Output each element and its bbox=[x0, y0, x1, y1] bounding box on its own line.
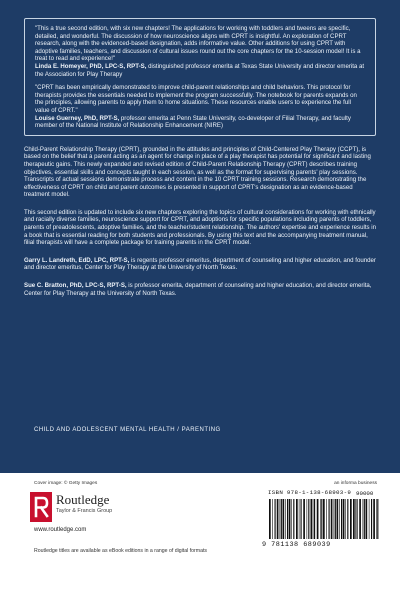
quote-author-detail: distinguished professor emerita at Texas State University and director emerita at the Association for Play Therapy bbox=[35, 62, 365, 78]
routledge-r-icon bbox=[30, 492, 52, 522]
praise-box bbox=[24, 18, 376, 136]
quote-text: "This a true second edition, with six new chapters! The applications for working with toddlers and tweens are specific, detailed, and wonderful. The discussion of how neuroscience aligns with CPRT is insightful. An exploration of CPRT research, along with the evidenced-based designation, adds informative value. Other additions for using CPRT with adoptive families, teachers, and discussion of cultural issues round out the core chapters for the 10-session model! It is a treat to read and experience!" bbox=[35, 25, 361, 63]
author-detail: is professor emerita, department of counseling and higher education, and director emerita, Center for Play Therapy at the University of North Texas. bbox=[24, 282, 372, 297]
subject-category: CHILD AND ADOLESCENT MENTAL HEALTH / PARENTING bbox=[34, 427, 221, 433]
price-barcode bbox=[352, 499, 380, 539]
publisher-url[interactable]: www.routledge.com bbox=[34, 527, 87, 533]
isbn-label: ISBN 978-1-138-68903-9 bbox=[268, 489, 352, 496]
publisher-group: Taylor & Francis Group bbox=[56, 508, 113, 514]
imprint-text: an informa business bbox=[334, 481, 377, 486]
quote-text: "CPRT has been empirically demonstrated to improve child-parent relationships and child behaviors. This protocol for therapists provides the essentials needed to implement the program successfully. The notebook for parents expands on the principles, allowing parents to apply them to home situations. These resources enable users to experience the full value of CPRT." bbox=[35, 84, 357, 114]
cover-credit: Cover image: © Getty Images bbox=[34, 481, 98, 486]
description-paragraph-2: This second edition is updated to include six new chapters exploring the topics of cultural considerations for working with ethnically and racially diverse families, neuroscience support for CPRT, and adoptions for specific populations including parents of toddlers, parents of preadolescents, adoptive families, and the teacher/student relationship. The authors' expertise and experience results in a book that is essential reading for both students and professionals. By using this text and the accompanying treatment manual, filial therapists will have a complete package for training parents in the CPRT model. bbox=[24, 208, 376, 247]
author-name: Sue C. Bratton, PhD, LPC-S, RPT-S, bbox=[24, 282, 127, 290]
author-bio bbox=[24, 257, 376, 272]
quote-author-name: Louise Guerney, PhD, RPT-S, bbox=[35, 114, 120, 122]
publisher-logo bbox=[30, 490, 120, 530]
praise-quote bbox=[35, 25, 367, 78]
author-detail: is regents professor emeritus, department of counseling and higher education, and founder and director emeritus, Center for Play Therapy at the University of North Texas. bbox=[24, 256, 376, 272]
author-name: Garry L. Landreth, EdD, LPC, RPT-S, bbox=[24, 256, 130, 264]
quote-attribution bbox=[35, 63, 367, 78]
praise-quote bbox=[35, 84, 367, 130]
quote-author-name: Linda E. Homeyer, PhD, LPC-S, RPT-S, bbox=[35, 62, 147, 70]
price-code: 90000 bbox=[356, 490, 374, 497]
text-column bbox=[24, 18, 376, 297]
isbn-barcode bbox=[268, 499, 352, 539]
barcode-number: 9 781138 689039 bbox=[262, 541, 331, 549]
ebook-note: Routledge titles are available as eBook editions in a range of digital formats bbox=[34, 548, 208, 554]
quote-attribution bbox=[35, 115, 367, 130]
publisher-name: Routledge bbox=[56, 492, 110, 507]
description-paragraph-1: Child-Parent Relationship Therapy (CPRT), grounded in the attitudes and principles of Child-Centered Play Therapy (CCPT), is based on the belief that a parent acting as an agent for change in place of a play therapist has potential for significant and lasting therapeutic gains. This newly expanded and revised edition of Child-Parent Relationship Therapy (CPRT) describes training objectives, essential skills and concepts taught in each session, as well as the format for supervising parents' play sessions. Transcripts of actual sessions demonstrate process and content in the 10 CPRT training sessions. Research demonstrating the effectiveness of CPRT on child and parent outcomes is presented in support of CPRT's designation as an evidence-based treatment model. bbox=[24, 145, 371, 199]
author-bio bbox=[24, 282, 376, 297]
quote-author-detail: professor emerita at Penn State University, co-developer of Filial Therapy, and faculty member of the National Institute of Relationship Enhancement (NIRE) bbox=[35, 114, 351, 130]
